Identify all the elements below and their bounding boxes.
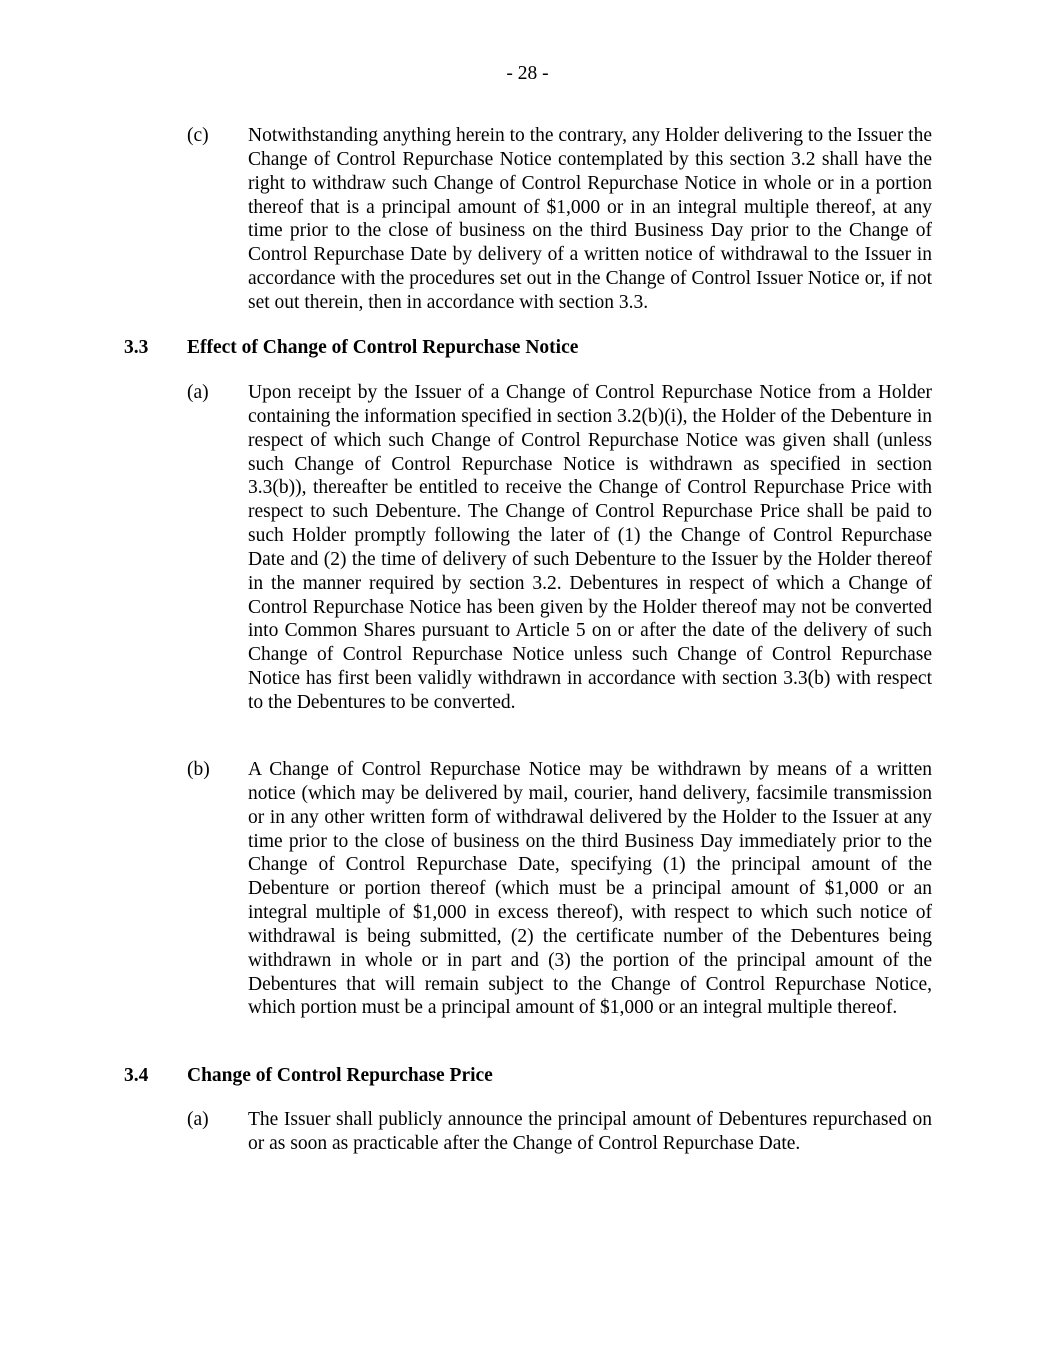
clause-label: (c)	[187, 125, 209, 146]
section-title: Effect of Change of Control Repurchase Notice	[187, 337, 579, 358]
section-title: Change of Control Repurchase Price	[187, 1065, 493, 1086]
clause-label: (b)	[187, 759, 210, 780]
section-heading-3-4	[124, 1064, 493, 1088]
section-heading-3-3	[124, 336, 578, 360]
clause-3-4-a	[187, 1108, 932, 1156]
clause-label: (a)	[187, 382, 209, 403]
section-number: 3.3	[124, 337, 149, 358]
clause-text: The Issuer shall publicly announce the principal amount of Debentures repurchased on or as soon as practicable after the Change of Control Repurchase Date.	[248, 1109, 932, 1154]
clause-text: Upon receipt by the Issuer of a Change of Control Repurchase Notice from a Holder containing the information specified in section 3.2(b)(i), the Holder of the Debenture in respect of which such Change of Control Repurchase Notice was given shall (unless such Change of Control Repurchase Notice is withdrawn as specified in section 3.3(b)), thereafter be entitled to receive the Change of Control Repurchase Price with respect to such Debenture. The Change of Control Repurchase Price shall be paid to such Holder promptly following the later of (1) the Change of Control Repurchase Date and (2) the time of delivery of such Debenture to the Issuer by the Holder thereof in the manner required by section 3.2. Debentures in respect of which a Change of Control Repurchase Notice has been given by the Holder thereof may not be converted into Common Shares pursuant to Article 5 on or after the date of the delivery of such Change of Control Repurchase Notice unless such Change of Control Repurchase Notice has first been validly withdrawn in accordance with section 3.3(b) with respect to the Debentures to be converted.	[248, 382, 932, 713]
section-number: 3.4	[124, 1065, 149, 1086]
clause-3-2-c	[187, 124, 932, 315]
clause-text: A Change of Control Repurchase Notice may be withdrawn by means of a written notice (which may be delivered by mail, courier, hand delivery, facsimile transmission or in any other written form of withdrawal delivered by the Holder to the Issuer at any time prior to the close of business on the third Business Day immediately prior to the Change of Control Repurchase Date, specifying (1) the principal amount of the Debenture or portion thereof (which must be a principal amount of $1,000 or an integral multiple of $1,000 in excess thereof), with respect to which such notice of withdrawal is being submitted, (2) the certificate number of the Debentures being withdrawn in whole or in part and (3) the portion of the principal amount of the Debentures that will remain subject to the Change of Control Repurchase Notice, which portion must be a principal amount of $1,000 or an integral multiple thereof.	[248, 759, 932, 1019]
clause-label: (a)	[187, 1109, 209, 1130]
clause-3-3-b	[187, 758, 932, 1020]
clause-text: Notwithstanding anything herein to the contrary, any Holder delivering to the Issuer the Change of Control Repurchase Notice contemplated by this section 3.2 shall have the right to withdraw such Change of Control Repurchase Notice in whole or in a portion thereof that is a principal amount of $1,000 or in an integral multiple thereof, at any time prior to the close of business on the third Business Day prior to the Change of Control Repurchase Date by delivery of a written notice of withdrawal to the Issuer in accordance with the procedures set out in the Change of Control Issuer Notice or, if not set out therein, then in accordance with section 3.3.	[248, 125, 932, 313]
clause-3-3-a	[187, 381, 932, 715]
page-number: - 28 -	[506, 63, 549, 84]
